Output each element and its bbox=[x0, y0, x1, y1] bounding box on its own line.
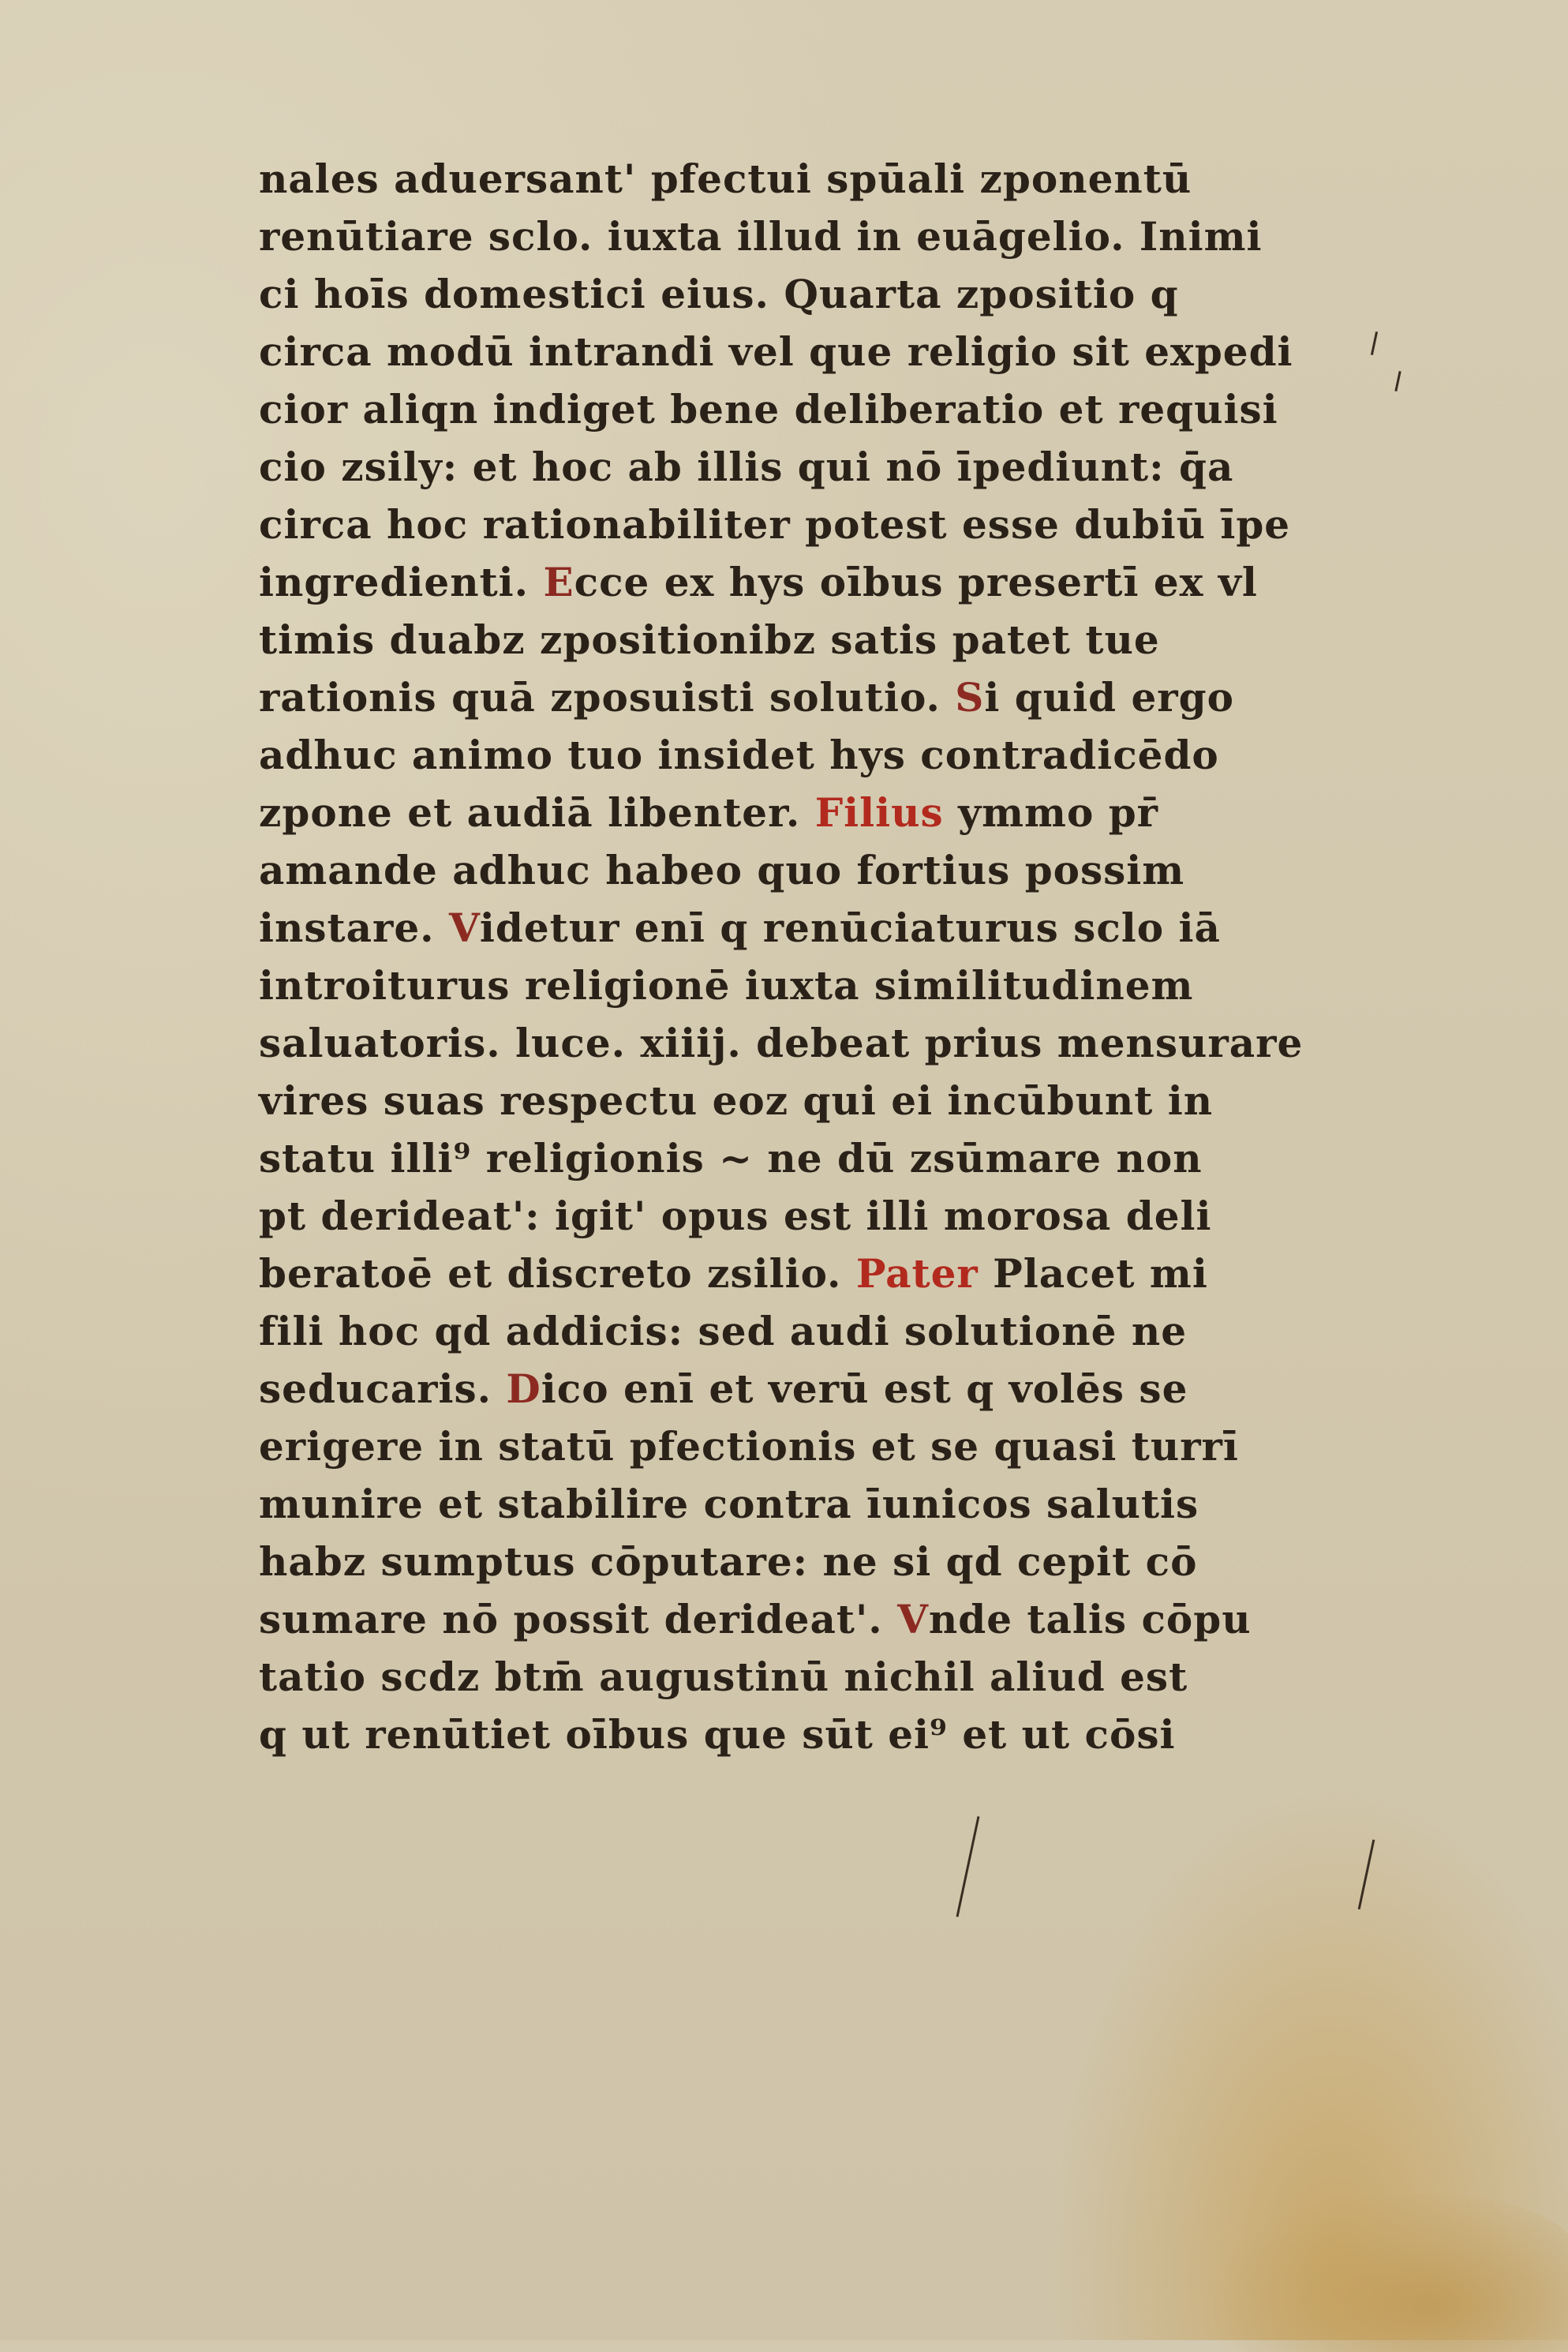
text-segment: rationis quā zposuisti solutio. bbox=[259, 674, 956, 721]
text-segment: ico enī et verū est q volēs se bbox=[541, 1365, 1188, 1412]
text-line bbox=[259, 841, 1443, 899]
text-line bbox=[259, 553, 1443, 611]
text-line bbox=[259, 496, 1443, 553]
text-line bbox=[259, 1533, 1443, 1590]
rubricated-initial: D bbox=[506, 1365, 541, 1412]
text-segment: idetur enī q renūciaturus sclo iā bbox=[479, 904, 1221, 951]
text-segment: amande adhuc habeo quo fortius possim bbox=[259, 847, 1185, 893]
text-segment: cior aliqn indiget bene deliberatio et requisi bbox=[259, 386, 1278, 433]
text-segment: introiturus religionē iuxta similitudinem bbox=[259, 962, 1194, 1009]
text-segment: ingredienti. bbox=[259, 559, 544, 605]
text-segment: tatio scdz btm̄ augustinū nichil aliud est bbox=[259, 1654, 1188, 1700]
text-line bbox=[259, 323, 1443, 380]
text-segment: saluatoris. luce. xiiij. debeat prius mensurare bbox=[259, 1020, 1304, 1066]
descender-stroke bbox=[1358, 1840, 1375, 1910]
text-segment: nales aduersant' pfectui spūali zponentū bbox=[259, 155, 1192, 202]
text-line bbox=[259, 1706, 1443, 1763]
text-line bbox=[259, 380, 1443, 438]
text-segment: seducaris. bbox=[259, 1365, 507, 1412]
text-segment: circa modū intrandi vel que religio sit expedi bbox=[259, 328, 1293, 375]
text-line bbox=[259, 957, 1443, 1014]
text-line bbox=[259, 1418, 1443, 1475]
rubric-speaker: Filius bbox=[814, 789, 944, 836]
text-segment: nde talis cōpu bbox=[928, 1596, 1252, 1642]
text-segment: pt derideat': igit' opus est illi morosa deli bbox=[259, 1193, 1212, 1239]
text-segment: Placet mi bbox=[978, 1250, 1208, 1297]
text-line bbox=[259, 726, 1443, 784]
text-segment: ci hoīs domestici eius. Quarta zpositio q bbox=[259, 271, 1179, 317]
text-segment: circa hoc rationabiliter potest esse dubiū īpe bbox=[259, 501, 1291, 548]
text-segment: fili hoc qd addicis: sed audi solutionē ne bbox=[259, 1308, 1188, 1354]
text-line bbox=[259, 150, 1443, 208]
descender-stroke bbox=[956, 1816, 980, 1917]
text-line bbox=[259, 1302, 1443, 1360]
water-stain bbox=[1215, 2194, 1568, 2352]
text-segment: instare. bbox=[259, 904, 449, 951]
text-segment: cio zsily: et hoc ab illis qui nō īpediunt: q̄a bbox=[259, 444, 1234, 490]
rubric-speaker: Pater bbox=[855, 1250, 979, 1297]
text-segment: renūtiare sclo. iuxta illud in euāgelio. Inimi bbox=[259, 213, 1263, 260]
text-segment: vires suas respectu eoz qui ei incūbunt in bbox=[259, 1077, 1214, 1124]
text-line bbox=[259, 438, 1443, 496]
text-line bbox=[259, 1014, 1443, 1072]
rubricated-initial: V bbox=[448, 904, 480, 951]
text-line bbox=[259, 1475, 1443, 1533]
text-line bbox=[259, 1129, 1443, 1187]
text-block bbox=[259, 150, 1443, 1763]
text-segment: erigere in statū pfectionis et se quasi turrī bbox=[259, 1423, 1239, 1470]
text-segment: cce ex hys oībus presertī ex vl bbox=[574, 559, 1258, 605]
text-segment: zpone et audiā libenter. bbox=[259, 789, 815, 836]
text-line bbox=[259, 1648, 1443, 1706]
text-line bbox=[259, 208, 1443, 265]
text-line bbox=[259, 1360, 1443, 1418]
text-line bbox=[259, 1590, 1443, 1648]
rubricated-initial: V bbox=[897, 1596, 929, 1642]
text-segment: habz sumptus cōputare: ne si qd cepit cō bbox=[259, 1538, 1198, 1585]
text-segment: q ut renūtiet oībus que sūt ei⁹ et ut cōsi bbox=[259, 1711, 1176, 1758]
text-segment: beratoē et discreto zsilio. bbox=[259, 1250, 856, 1297]
text-segment: i quid ergo bbox=[984, 674, 1234, 721]
text-line bbox=[259, 784, 1443, 841]
text-segment: statu illi⁹ religionis ~ ne dū zsūmare non bbox=[259, 1135, 1203, 1182]
text-segment: adhuc animo tuo insidet hys contradicēdo bbox=[259, 732, 1219, 778]
text-segment: timis duabz zpositionibz satis patet tue bbox=[259, 616, 1160, 663]
text-line bbox=[259, 1187, 1443, 1245]
rubricated-initial: S bbox=[955, 674, 985, 721]
text-line bbox=[259, 611, 1443, 669]
text-segment: munire et stabilire contra īunicos salutis bbox=[259, 1481, 1199, 1527]
text-line bbox=[259, 1072, 1443, 1129]
rubricated-initial: E bbox=[543, 559, 574, 605]
text-segment: sumare nō possit derideat'. bbox=[259, 1596, 898, 1642]
text-segment: ymmo pr̄ bbox=[943, 789, 1159, 836]
text-line bbox=[259, 265, 1443, 323]
text-line bbox=[259, 899, 1443, 957]
text-line bbox=[259, 1245, 1443, 1302]
text-line bbox=[259, 669, 1443, 726]
